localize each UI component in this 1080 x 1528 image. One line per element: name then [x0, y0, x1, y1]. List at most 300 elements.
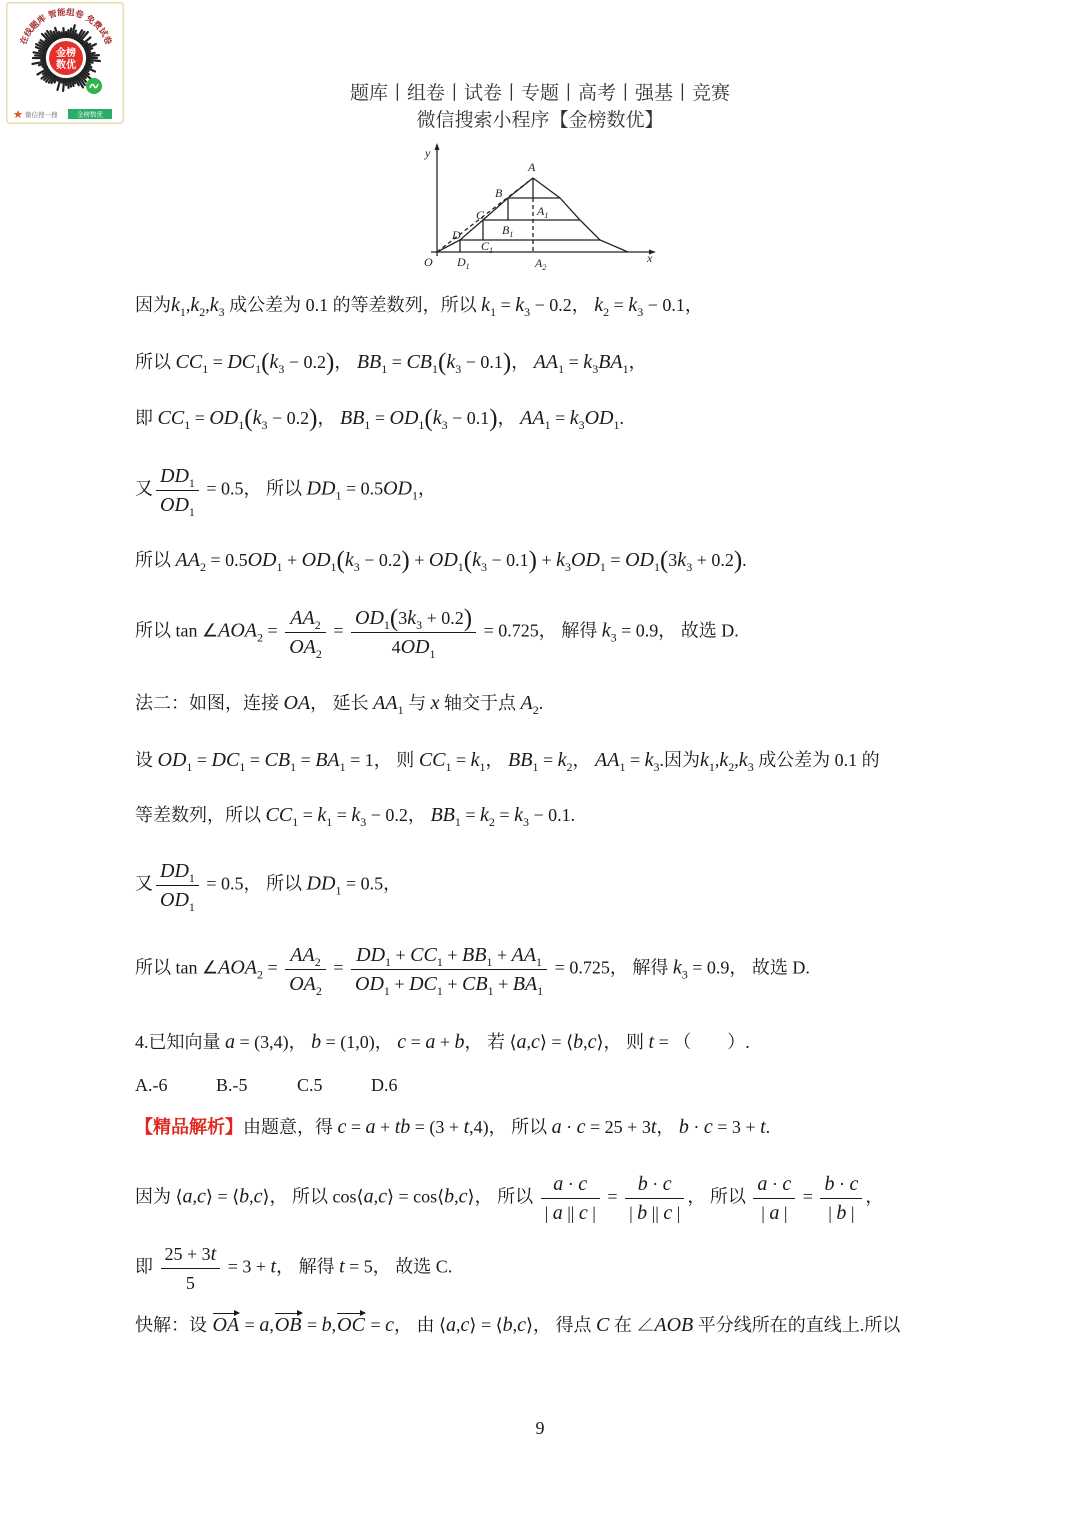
fraction [156, 462, 199, 519]
math-variable: CC [410, 944, 437, 966]
math-variable: BB [462, 944, 487, 966]
text-run: , [331, 1315, 337, 1335]
text-run: + [391, 945, 411, 965]
text-run: | [828, 1203, 837, 1223]
subscript: 2 [199, 305, 206, 319]
text-run: ， [417, 478, 436, 499]
bracket: ) [326, 349, 335, 376]
math-variable: k [269, 351, 279, 373]
fraction [285, 604, 326, 661]
solution-line [135, 348, 647, 376]
subscript: 3 [610, 630, 617, 645]
math-variable: k [569, 407, 579, 429]
subscript: 1 [202, 362, 209, 376]
math-variable: a [425, 1031, 436, 1053]
text-run: , [185, 295, 191, 315]
math-variable: b [239, 1185, 250, 1208]
subscript: 3 [578, 418, 585, 432]
text-run: = 25 + 3 [585, 1117, 651, 1137]
text-run: ⟩ = ⟨ [539, 1032, 574, 1052]
math-variable: DD [356, 944, 386, 966]
subscript: 1 [622, 362, 629, 376]
text-run: · [688, 1117, 704, 1137]
math-variable: BA [315, 749, 340, 771]
text-run: + [442, 974, 463, 994]
fraction [156, 857, 199, 914]
subscript: 2 [257, 967, 264, 982]
label-a2 [534, 256, 546, 272]
text-run: 等差数列，所以 [135, 805, 266, 825]
math-variable: a [363, 1185, 374, 1208]
fraction-numerator [351, 941, 547, 970]
fraction-denominator [820, 1199, 862, 1227]
text-run: = [370, 408, 390, 428]
option-a: A.-6 [135, 1075, 168, 1095]
subscript: 1 [381, 362, 388, 376]
option-d: D.6 [371, 1075, 398, 1095]
math-variable: c [578, 1173, 588, 1195]
math-variable: OD [247, 549, 277, 571]
subscript: 1 [188, 505, 195, 519]
label-b1 [502, 223, 513, 239]
math-variable: OD [389, 407, 419, 429]
math-variable: t [270, 1255, 277, 1278]
bracket: ( [261, 349, 270, 376]
text-run: = [625, 750, 645, 770]
math-variable: OD [355, 607, 384, 629]
text-run: ， [572, 750, 596, 770]
math-variable: k [344, 549, 354, 571]
text-run: = [406, 1032, 426, 1052]
solution-line [135, 404, 624, 432]
math-variable: OD [625, 549, 654, 571]
label-c1-letter: C [481, 239, 490, 253]
subscript: 1 [536, 955, 543, 969]
subscript: 1 [599, 560, 606, 574]
text-run: = [245, 750, 265, 770]
subscript: 1 [292, 815, 299, 829]
text-run: , [249, 1186, 254, 1207]
math-variable: DD [160, 465, 189, 487]
text-run: ， 延长 [310, 693, 374, 713]
text-run: 法二：如图，连接 [135, 693, 284, 713]
text-run: ⟩ = ⟨ [205, 1186, 240, 1207]
logo-brand-text: 金榜数优 [77, 110, 103, 119]
text-run: = [298, 805, 318, 825]
math-variable: BB [508, 749, 533, 771]
math-variable: b [311, 1031, 322, 1053]
math-variable: b [573, 1031, 584, 1053]
code-mark [86, 63, 90, 64]
subscript: 1 [397, 703, 404, 717]
text-run: ， [497, 408, 521, 428]
fraction-denominator [351, 970, 547, 998]
text-run: 在 ∠ [609, 1315, 655, 1335]
fraction-denominator [753, 1199, 795, 1227]
text-run: ⟩， 所以 [467, 1186, 538, 1207]
text-run: = [387, 352, 407, 372]
text-run: = (3,4)， [235, 1032, 312, 1052]
math-variable: AOB [654, 1314, 694, 1336]
math-variable: t [463, 1116, 470, 1138]
fraction [625, 1170, 684, 1227]
text-run: − 0.1 [487, 550, 529, 570]
text-run: 5 [185, 1273, 195, 1293]
math-variable: OD [428, 549, 458, 571]
code-mark [86, 52, 90, 53]
subscript: 2 [488, 815, 495, 829]
subscript: 1 [544, 418, 551, 432]
math-variable: OD [209, 407, 239, 429]
fraction [541, 1170, 600, 1227]
math-variable: c [460, 1314, 470, 1336]
text-run: 快解：设 [135, 1315, 212, 1335]
math-variable: c [458, 1185, 468, 1208]
text-run: + 0.2 [422, 608, 464, 628]
math-variable: A [520, 692, 533, 714]
subscript: 1 [418, 418, 425, 432]
text-run: , [205, 295, 210, 315]
label-b1-letter: B [502, 223, 510, 237]
text-run: − 0.1 [461, 352, 503, 372]
subscript: 2 [532, 703, 539, 717]
math-variable: t [650, 1116, 657, 1138]
label-d: D [452, 228, 461, 242]
text-run: = [263, 620, 283, 641]
math-variable: CC [265, 804, 293, 826]
text-run: | [544, 1203, 553, 1223]
math-variable: k [557, 749, 567, 771]
subscript: 3 [416, 618, 423, 632]
label-a2-sub: 2 [542, 263, 547, 272]
bracket: ) [528, 547, 537, 574]
text-run: + 0.2 [692, 550, 734, 570]
math-variable: x [430, 692, 440, 714]
math-variable: k [317, 804, 327, 826]
math-variable: BB [339, 407, 365, 429]
text-run: 所以 tan ∠ [135, 957, 219, 978]
math-variable: CB [264, 749, 291, 771]
text-run: − 0.2， [366, 805, 431, 825]
text-run: = [192, 750, 212, 770]
fraction [161, 1240, 221, 1297]
subscript: 3 [261, 418, 268, 432]
subscript: 3 [653, 760, 660, 774]
math-variable: a [365, 1116, 376, 1138]
text-run: ， [317, 408, 340, 428]
text-run: ， [485, 750, 509, 770]
subscript: 1 [479, 760, 486, 774]
math-variable: DD [306, 872, 336, 895]
code-mark [63, 28, 64, 37]
math-variable: OA [283, 692, 311, 714]
text-run: ， 所以 [687, 1186, 751, 1207]
label-a: A [528, 160, 536, 174]
fraction-numerator [161, 1240, 221, 1269]
vector: OA [212, 1314, 240, 1336]
subscript: 1 [188, 871, 195, 885]
text-run: · [834, 1174, 850, 1194]
text-run: 3 [398, 608, 408, 628]
text-run: = [302, 1315, 322, 1335]
subscript: 1 [490, 305, 497, 319]
math-variable: a [769, 1202, 780, 1224]
text-run: − 0.2 [267, 408, 310, 428]
subscript: 1 [179, 305, 186, 319]
subscript: 1 [432, 362, 438, 376]
text-run: = [208, 352, 228, 372]
text-run: = [332, 805, 352, 825]
math-variable: OD [355, 973, 384, 995]
bracket: ( [463, 547, 473, 574]
math-variable: CB [462, 973, 488, 995]
math-variable: a [182, 1185, 193, 1208]
math-variable: k [481, 294, 491, 316]
math-variable: k [432, 407, 442, 429]
subscript: 1 [429, 647, 436, 661]
subscript: 1 [188, 476, 195, 490]
option-c: C.5 [297, 1075, 323, 1095]
fraction-denominator [625, 1199, 684, 1227]
text-run: = [328, 957, 349, 978]
subscript: 3 [481, 560, 487, 574]
code-mark [35, 55, 45, 56]
fraction [753, 1170, 795, 1227]
text-run: 又 [135, 873, 153, 894]
math-variable: OD [301, 549, 331, 571]
math-variable: a [551, 1116, 562, 1138]
text-run: − 0.1 [447, 408, 490, 428]
math-variable: k [407, 607, 417, 629]
text-run: . [619, 408, 624, 428]
subscript: 3 [353, 560, 360, 574]
math-variable: k [583, 351, 593, 373]
text-run: = 0.725， 解得 [550, 957, 673, 978]
math-variable: AA [511, 944, 537, 966]
math-variable: c [337, 1116, 347, 1138]
math-variable: OD [584, 407, 614, 429]
text-run: − 0.1， [643, 295, 703, 315]
math-variable: b [678, 1116, 689, 1138]
bracket: ) [489, 405, 498, 432]
math-variable: AA [520, 407, 545, 429]
text-run: , [583, 1032, 588, 1052]
math-variable: k [472, 549, 481, 571]
math-variable: t [339, 1255, 345, 1278]
label-b: B [495, 186, 503, 200]
bracket: ( [244, 405, 253, 432]
text-run: = [602, 1186, 623, 1207]
text-run: 成公差为 0.1 的等差数列，所以 [224, 295, 482, 315]
subscript: 3 [524, 305, 531, 319]
analysis-line [135, 1113, 770, 1141]
subscript: 3 [278, 362, 285, 376]
text-run: = 0.5 [205, 550, 248, 570]
label-c: C [476, 208, 485, 222]
subscript: 1 [188, 900, 195, 914]
math-variable: CC [418, 749, 446, 771]
bracket: ) [502, 349, 512, 376]
text-run: 3 [668, 550, 678, 570]
solution-line [135, 941, 810, 998]
subscript: 1 [708, 760, 715, 774]
text-run: , [456, 1315, 461, 1335]
text-run: + [493, 974, 513, 994]
text-run: | [761, 1203, 770, 1223]
subscript: 1 [454, 815, 461, 829]
subscript: 3 [360, 815, 367, 829]
mini-program-code-logo [6, 2, 124, 124]
math-variable: OD [383, 477, 412, 500]
text-run: + [282, 550, 302, 570]
math-variable: AOA [218, 619, 258, 642]
subscript: 3 [592, 362, 599, 376]
text-run: ， [865, 1186, 884, 1207]
subscript: 1 [276, 560, 283, 574]
fraction-numerator [541, 1170, 600, 1199]
fraction-numerator [285, 604, 326, 633]
text-run: , [512, 1315, 518, 1335]
label-a1-sub: 1 [544, 211, 549, 220]
math-variable: k [700, 749, 709, 771]
math-variable: k [672, 956, 682, 979]
math-variable: DC [227, 351, 256, 373]
math-variable: c [397, 1031, 407, 1053]
text-run: = 0.725， 解得 [479, 620, 602, 641]
text-run: ， [628, 352, 647, 372]
math-variable: AA [290, 944, 315, 966]
fraction-numerator [156, 462, 199, 491]
math-variable: DD [306, 477, 336, 500]
logo-search-label: 微信搜一搜 [25, 111, 58, 119]
text-run: 所以 [135, 550, 176, 570]
label-d1 [456, 255, 470, 271]
text-run: 成公差为 0.1 的 [753, 750, 880, 770]
label-y: y [425, 146, 431, 160]
subscript: 1 [653, 560, 660, 574]
subscript: 3 [455, 362, 462, 376]
text-run: 因为 [135, 295, 171, 315]
subscript: 2 [566, 760, 573, 774]
subscript: 1 [445, 760, 452, 774]
math-variable: k [351, 804, 361, 826]
text-run: = [365, 1315, 386, 1335]
code-mark [87, 62, 93, 63]
text-run: = 0.5， 所以 [201, 873, 307, 894]
math-variable: DC [211, 749, 240, 771]
text-run: − 0.2 [284, 352, 327, 372]
label-c1-sub: 1 [489, 246, 494, 255]
subscript: 1 [383, 984, 390, 998]
math-variable: b [824, 1173, 835, 1195]
text-run: = [605, 550, 626, 570]
math-variable: t [760, 1116, 766, 1138]
text-run: = [328, 620, 349, 641]
staircase-diagram [415, 140, 665, 276]
text-run: .因为 [659, 750, 701, 770]
subscript: 2 [728, 760, 735, 774]
text-run: ， [656, 1117, 679, 1137]
subscript: 1 [385, 955, 392, 969]
text-run: ⟩， 所以 cos⟨ [262, 1186, 364, 1207]
text-run: = [798, 1186, 818, 1207]
math-variable: a [259, 1314, 270, 1336]
bracket: ( [389, 605, 399, 632]
analysis-line [135, 1240, 452, 1297]
subscript: 1 [335, 488, 342, 503]
text-run: ， 若 ⟨ [464, 1032, 517, 1052]
math-variable: k [628, 294, 638, 316]
bracket: ) [463, 605, 473, 632]
bracket: ( [659, 547, 669, 574]
text-run: | [587, 1203, 596, 1223]
math-variable: t [648, 1031, 655, 1053]
math-variable: OD [571, 549, 600, 571]
fraction-denominator [285, 633, 326, 661]
math-variable: CB [406, 351, 432, 373]
text-run: + [442, 945, 463, 965]
math-variable: c [782, 1173, 792, 1195]
math-variable: k [171, 294, 180, 316]
text-run: + [435, 1032, 455, 1052]
text-run: = [240, 1315, 260, 1335]
text-run: + [409, 550, 429, 570]
math-variable: b [321, 1314, 332, 1336]
subscript: 1 [239, 760, 246, 774]
subscript: 3 [522, 815, 529, 829]
subscript: 3 [681, 967, 688, 982]
label-a1 [536, 204, 548, 220]
text-run: ， 由 ⟨ [394, 1315, 447, 1335]
text-run: ， [334, 352, 357, 372]
text-run: , [192, 1186, 198, 1207]
math-variable: b [444, 1185, 455, 1208]
text-run: − 0.2 [359, 550, 402, 570]
math-variable: b [454, 1031, 465, 1053]
text-run: 所以 [135, 352, 176, 372]
text-run: = [460, 805, 481, 825]
fraction [351, 604, 476, 661]
text-run: || [647, 1203, 664, 1223]
math-variable: k [677, 549, 687, 571]
text-run: · [767, 1174, 783, 1194]
math-variable: AA [175, 549, 200, 571]
text-run: = 0.5， [341, 873, 402, 894]
text-run: + [536, 550, 557, 570]
solution-line [135, 746, 880, 774]
subscript: 1 [619, 760, 626, 774]
fraction-numerator [285, 941, 326, 970]
text-run: ⟩ = cos⟨ [386, 1186, 445, 1207]
text-run: , [734, 750, 739, 770]
math-variable: a [516, 1031, 527, 1053]
math-variable: k [594, 294, 604, 316]
text-run: ， [511, 352, 534, 372]
math-variable: k [738, 749, 748, 771]
vector: OC [337, 1314, 365, 1336]
math-variable: a [446, 1314, 457, 1336]
question-stem [135, 1028, 750, 1056]
math-variable: b [502, 1314, 513, 1336]
math-variable: a [757, 1173, 768, 1195]
text-run: ⟩ = ⟨ [469, 1315, 503, 1335]
math-variable: c [576, 1116, 586, 1138]
subscript: 2 [603, 305, 610, 319]
subscript: 3 [686, 560, 693, 574]
subscript: 1 [255, 362, 262, 376]
analysis-line [135, 1170, 883, 1227]
math-variable: DC [409, 973, 437, 995]
